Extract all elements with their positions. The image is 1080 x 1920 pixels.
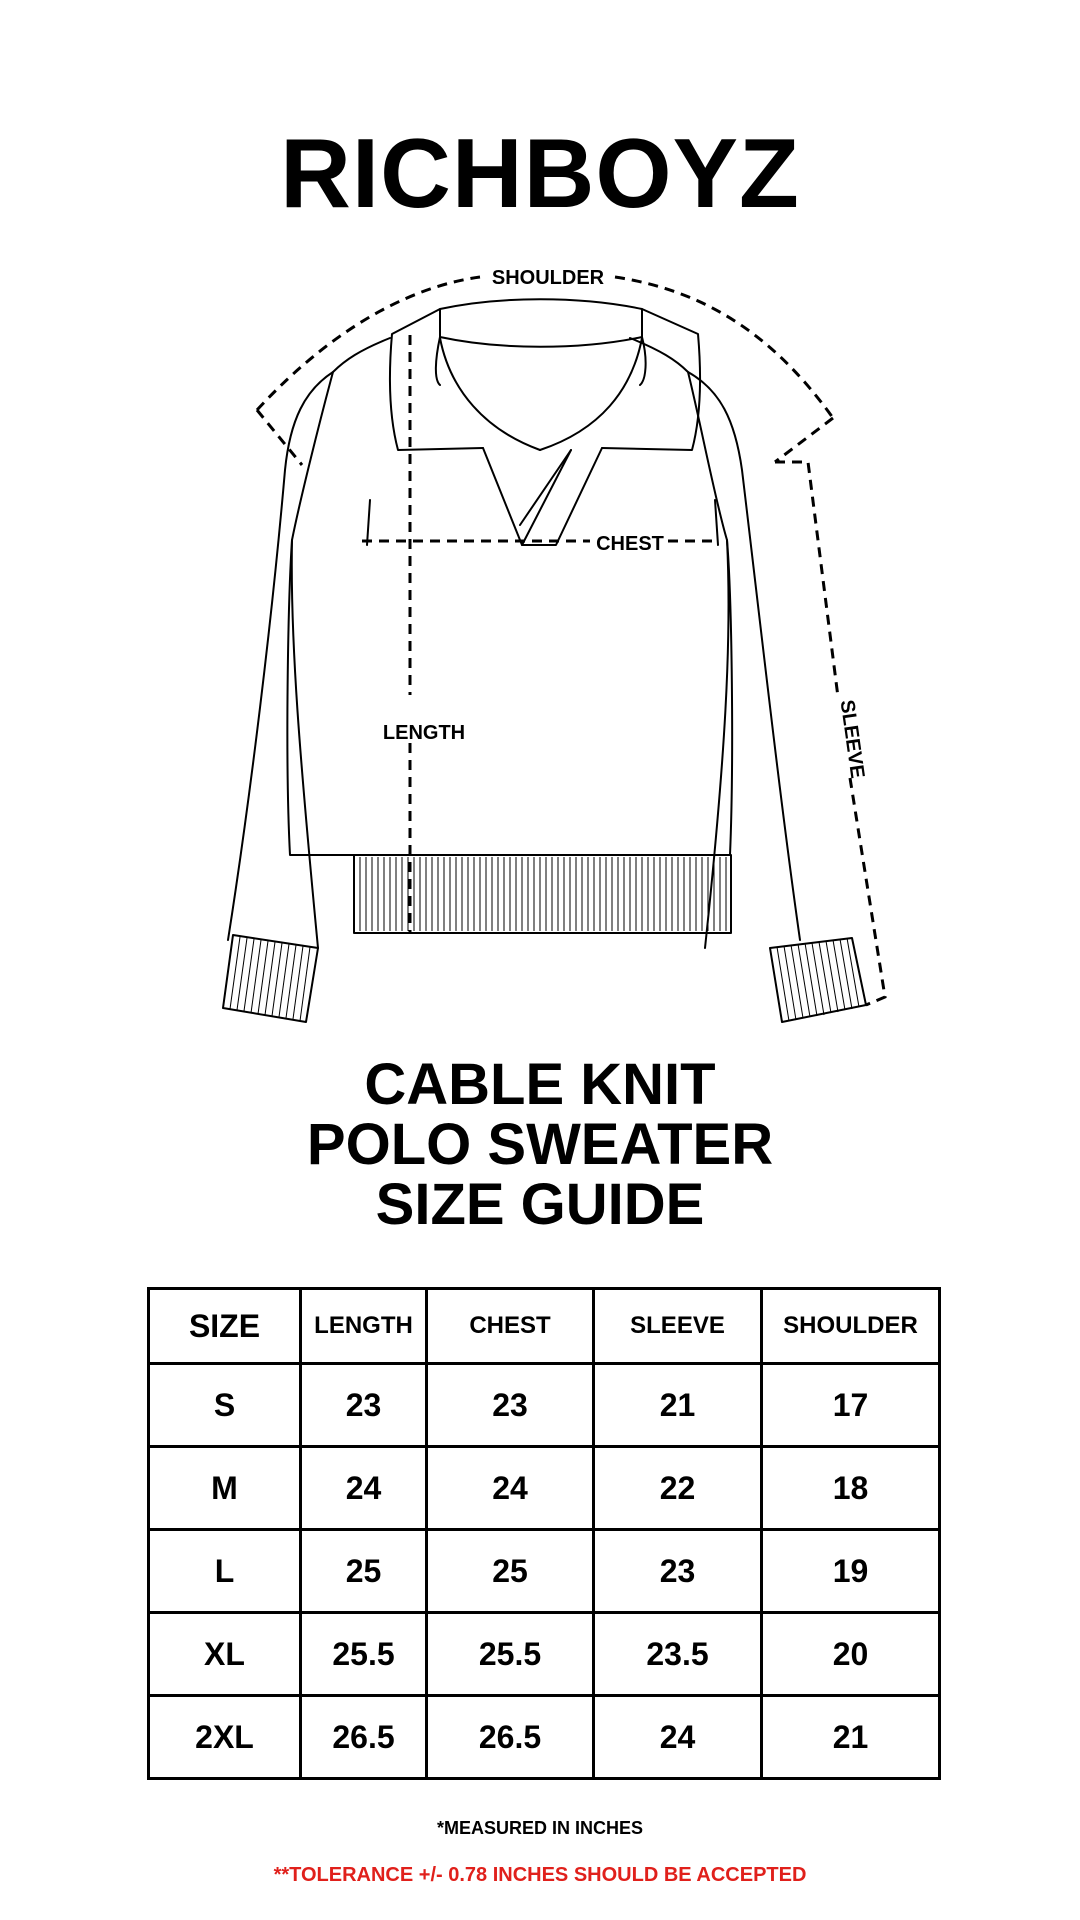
- shoulder-label: SHOULDER: [491, 267, 605, 289]
- sleeve-cell: 22: [594, 1447, 762, 1530]
- sleeve-measure-line: [775, 462, 838, 697]
- guide-title: [0, 1052, 1080, 1237]
- size-cell: S: [149, 1364, 301, 1447]
- sleeve-cell: 24: [594, 1696, 762, 1779]
- header-size: SIZE: [149, 1289, 301, 1364]
- header-sleeve: SLEEVE: [594, 1289, 762, 1364]
- size-cell: L: [149, 1530, 301, 1613]
- length-cell: 23: [301, 1364, 427, 1447]
- header-shoulder: SHOULDER: [762, 1289, 940, 1364]
- shoulder-cell: 18: [762, 1447, 940, 1530]
- title-line-2: POLO SWEATER: [306, 1112, 774, 1177]
- size-cell: 2XL: [149, 1696, 301, 1779]
- shoulder-cell: 17: [762, 1364, 940, 1447]
- sleeve-cell: 23.5: [594, 1613, 762, 1696]
- measurement-note: *MEASURED IN INCHES: [436, 1818, 644, 1838]
- length-cell: 24: [301, 1447, 427, 1530]
- size-cell: XL: [149, 1613, 301, 1696]
- size-table: [147, 1287, 941, 1780]
- sweater-body: [287, 338, 732, 855]
- chest-cell: 24: [427, 1447, 594, 1530]
- sweater-diagram: [0, 240, 1080, 1040]
- length-cell: 26.5: [301, 1696, 427, 1779]
- sleeve-cell: 21: [594, 1364, 762, 1447]
- shoulder-cell: 20: [762, 1613, 940, 1696]
- shoulder-measure-line: [257, 277, 480, 410]
- tolerance-note: **TOLERANCE +/- 0.78 INCHES SHOULD BE ACCEPTED: [273, 1864, 807, 1886]
- chest-cell: 23: [427, 1364, 594, 1447]
- table-header-row: [149, 1289, 940, 1364]
- table-row: [149, 1364, 940, 1447]
- header-chest: CHEST: [427, 1289, 594, 1364]
- shoulder-cell: 19: [762, 1530, 940, 1613]
- chest-cell: 25.5: [427, 1613, 594, 1696]
- chest-cell: 26.5: [427, 1696, 594, 1779]
- length-label: LENGTH: [382, 722, 466, 744]
- header-length: LENGTH: [301, 1289, 427, 1364]
- chest-label: CHEST: [596, 533, 664, 555]
- chest-cell: 25: [427, 1530, 594, 1613]
- shoulder-cell: 21: [762, 1696, 940, 1779]
- table-row: [149, 1447, 940, 1530]
- length-cell: 25: [301, 1530, 427, 1613]
- brand-logo: RICHBOYZ: [280, 118, 800, 228]
- table-row: [149, 1696, 940, 1779]
- sleeve-label: SLEEVE: [835, 698, 869, 780]
- collar: [440, 299, 642, 347]
- sleeve-cell: 23: [594, 1530, 762, 1613]
- length-cell: 25.5: [301, 1613, 427, 1696]
- title-line-3: SIZE GUIDE: [375, 1172, 705, 1237]
- table-row: [149, 1613, 940, 1696]
- size-cell: M: [149, 1447, 301, 1530]
- title-line-1: CABLE KNIT: [364, 1052, 716, 1117]
- table-row: [149, 1530, 940, 1613]
